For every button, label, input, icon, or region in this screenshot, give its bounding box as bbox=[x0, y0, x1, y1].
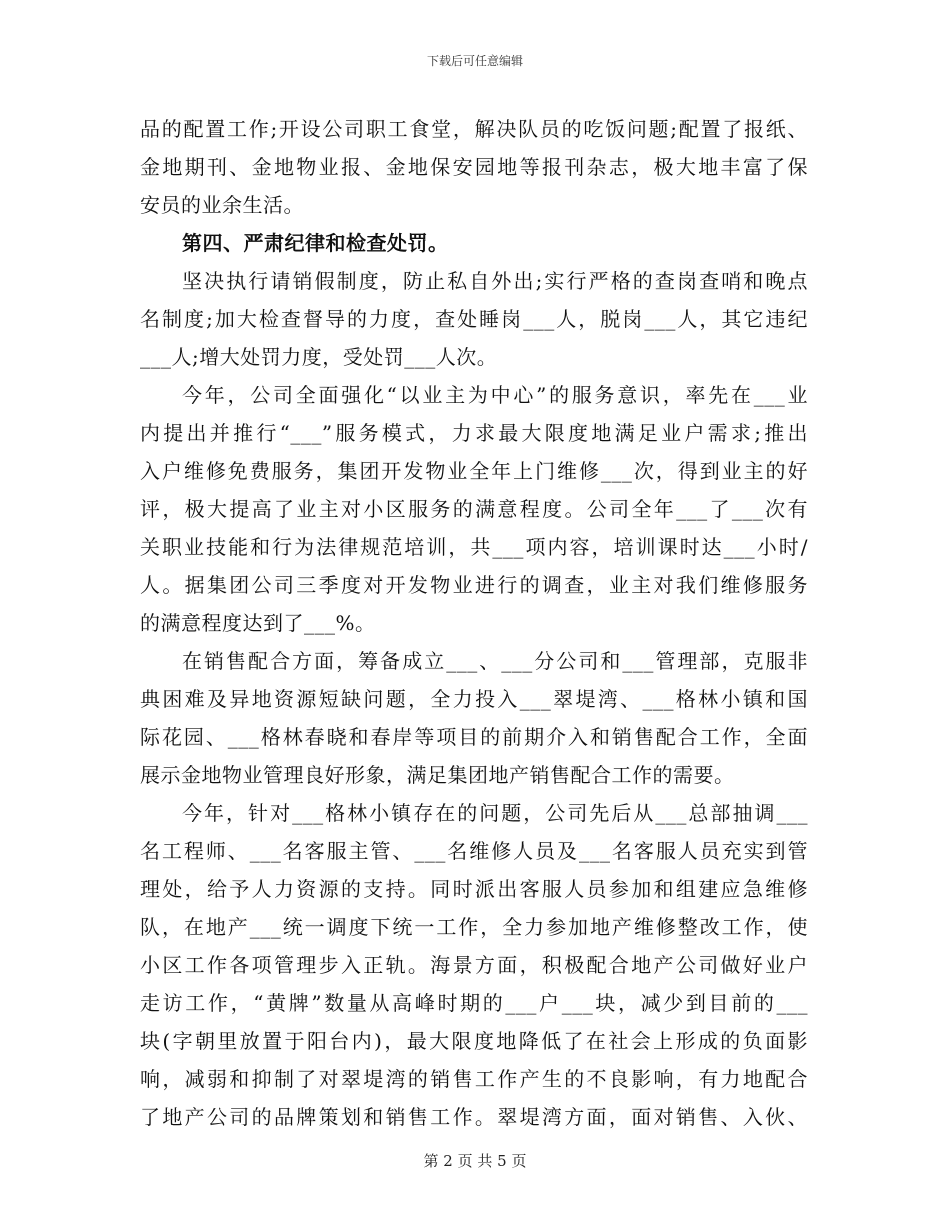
text-line: 名工程师、___名客服主管、___名维修人员及___名客服人员充实到管 bbox=[140, 839, 808, 863]
section-heading: 第四、严肃纪律和检查处罚。 bbox=[182, 231, 449, 255]
text-line: 坚决执行请销假制度，防止私自外出;实行严格的查岗查哨和晚点 bbox=[182, 269, 808, 293]
text-line: 际花园、___格林春晓和春岸等项目的前期介入和销售配合工作，全面 bbox=[140, 725, 808, 749]
text-line: 块(字朝里放置于阳台内)，最大限度地降低了在社会上形成的负面影 bbox=[140, 1029, 808, 1053]
text-line: 入户维修免费服务，集团开发物业全年上门维修___次，得到业主的好 bbox=[140, 459, 808, 483]
text-line: 人。据集团公司三季度对开发物业进行的调查，业主对我们维修服务 bbox=[140, 573, 808, 597]
text-line: 队，在地产___统一调度下统一工作，全力参加地产维修整改工作，使 bbox=[140, 915, 808, 939]
text-line: 典困难及异地资源短缺问题，全力投入___翠堤湾、___格林小镇和国 bbox=[140, 687, 808, 711]
text-line: 关职业技能和行为法律规范培训，共___项内容，培训课时达___小时/ bbox=[140, 535, 808, 559]
text-line: 内提出并推行“___”服务模式，力求最大限度地满足业户需求;推出 bbox=[140, 421, 808, 445]
text-line: 响，减弱和抑制了对翠堤湾的销售工作产生的不良影响，有力地配合 bbox=[140, 1067, 808, 1091]
page-number: 第 2 页 共 5 页 bbox=[423, 1152, 527, 1170]
text-line: ___人;增大处罚力度，受处罚___人次。 bbox=[140, 345, 498, 369]
text-line: 名制度;加大检查督导的力度，查处睡岗___人，脱岗___人，其它违纪 bbox=[140, 307, 808, 331]
text-line: 品的配置工作;开设公司职工食堂，解决队员的吃饭问题;配置了报纸、 bbox=[140, 117, 808, 141]
text-line: 在销售配合方面，筹备成立___、___分公司和___管理部，克服非 bbox=[182, 649, 808, 673]
page-header: 下载后可任意编辑 bbox=[426, 54, 523, 68]
text-line: 小区工作各项管理步入正轨。海景方面，积极配合地产公司做好业户 bbox=[140, 953, 808, 977]
text-line: 安员的业余生活。 bbox=[140, 193, 304, 217]
text-line: 今年，公司全面强化“以业主为中心”的服务意识，率先在___业 bbox=[182, 383, 808, 407]
text-line: 走访工作，“黄牌”数量从高峰时期的___户___块，减少到目前的___ bbox=[140, 991, 808, 1015]
text-line: 金地期刊、金地物业报、金地保安园地等报刊杂志，极大地丰富了保 bbox=[140, 155, 808, 179]
text-line: 理处，给予人力资源的支持。同时派出客服人员参加和组建应急维修 bbox=[140, 877, 808, 901]
text-line: 今年，针对___格林小镇存在的问题，公司先后从___总部抽调___ bbox=[182, 801, 808, 825]
text-line: 展示金地物业管理良好形象，满足集团地产销售配合工作的需要。 bbox=[140, 763, 735, 787]
text-line: 评，极大提高了业主对小区服务的满意程度。公司全年___了___次有 bbox=[140, 497, 808, 521]
text-line: 的满意程度达到了___%。 bbox=[140, 611, 376, 635]
document-body bbox=[140, 110, 808, 1136]
text-line: 了地产公司的品牌策划和销售工作。翠堤湾方面，面对销售、入伙、 bbox=[140, 1105, 808, 1129]
